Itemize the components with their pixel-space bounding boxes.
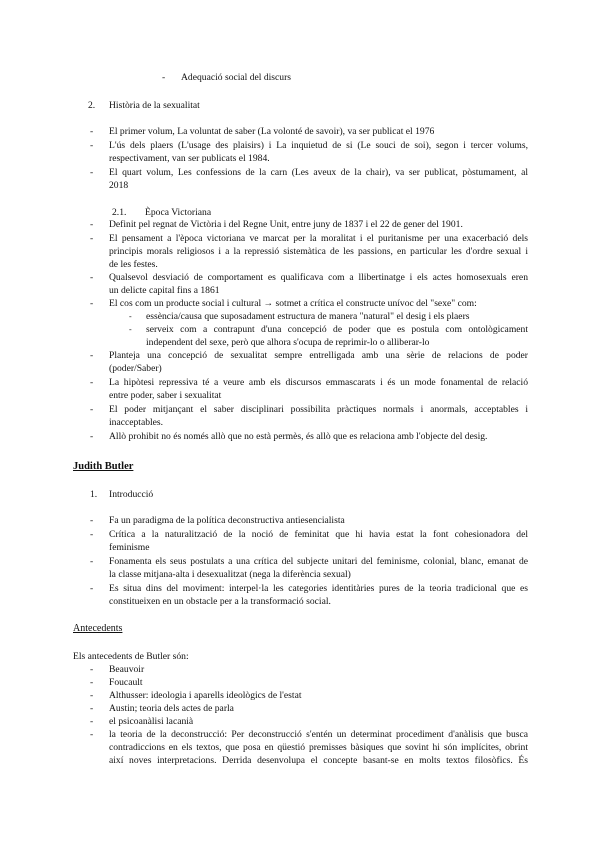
bullet-dash: - [90,298,94,309]
sub-bullet-dash: - [129,325,132,334]
bullet-dash: - [90,404,94,415]
bullet-dash: - [90,126,94,137]
antecedent-item: Foucault [109,677,143,688]
section-title: Història de la sexualitat [109,100,200,111]
victoriana-bullet-2-line-3: de les festes. [109,259,158,270]
bullet-dash: - [90,690,94,701]
section-number: 2. [88,100,96,111]
victoriana2-bullet-2-line-1: La hipòtesi repressiva té a veure amb els discursos emmascarats i és un mode fonamental de relació [109,377,528,388]
bullet-dash: - [90,167,94,178]
section-title: Introducció [109,489,154,500]
victoriana2-bullet-1-line-1: Planteja una concepció de sexualitat sempre entrelligada amb una sèrie de relacions de poder [109,350,528,361]
bullet-dash: - [90,515,94,526]
history-bullet-3-line-2: 2018 [109,180,129,191]
history-bullet-3-line-1: El quart volum, Les confessions de la carn (Les aveux de la chair), va ser publicat, pòstumament, al [109,167,528,178]
bullet-dash: - [90,664,94,675]
sexe-subbullet-2-line-2: independent del sexe, però que alhora s'ocupa de reprimir-lo o alliberar-lo [146,337,430,348]
antecedent-deconstruction-line-1: la teoria de la deconstrucció: Per deconstrucció s'entén un determinat procediment d'anàlisis que busca [109,729,528,740]
victoriana2-bullet-1-line-2: (poder/Saber) [109,363,162,374]
antecedent-deconstruction-line-3: així noves interpretacions. Derrida desenvolupa el concepte basant-se en molts textos filosòfics. És [109,755,528,766]
intro-bullet-4-line-2: constitueixen en un obstacle per a la transformació social. [109,596,331,607]
victoriana-bullet-3-line-2: un delicte capital fins a 1861 [109,285,220,296]
intro-bullet-3-line-2: la classe mitjana-alta i desexualitzat (nega la diferència sexual) [109,569,351,580]
victoriana-bullet-4-line-1: El cos com un producte social i cultural → sotmet a crítica el constructe unívoc del "sexe" com: [109,298,477,309]
antecedents-intro: Els antecedents de Butler són: [73,651,189,662]
bullet-dash: - [90,583,94,594]
antecedent-item: Althusser: ideologia i aparells ideològics de l'estat [109,690,302,701]
intro-bullet-3-line-1: Fonamenta els seus postulats a una crítica del subjecte unitari del feminisme, colonial, blanc, emanat de [109,556,528,567]
victoriana2-bullet-2-line-2: entre poder, saber i sexualitat [109,390,222,401]
intro-bullet-4-line-1: Es situa dins del moviment: interpel·la les categories identitàries pures de la teoria tradicional que es [109,583,528,594]
bullet-dash: - [162,72,166,83]
bullet-dash: - [90,377,94,388]
victoriana-bullet-2-line-2: principis morals religiosos i a la repressió sistemàtica de les passions, en particular les d'ordre sexual i [109,246,528,257]
antecedent-item: Beauvoir [109,664,145,675]
bullet-dash: - [90,350,94,361]
victoriana-bullet-1-line-1: Definit pel regnat de Victòria i del Regne Unit, entre juny de 1837 i el 22 de gener del 1901. [109,219,463,230]
intro-bullet-2-line-1: Crítica a la naturalització de la noció de feminitat que hi havia estat la font cohesionadora del [109,529,528,540]
victoriana2-bullet-4-line-1: Allò prohibit no és només allò que no està permès, és allò que es relaciona amb l'objecte del desig. [109,431,488,442]
victoriana2-bullet-3-line-1: El poder mitjançant el saber disciplinari possibilita pràctiques normals i anormals, acceptables i [109,404,528,415]
victoriana-bullet-2-line-1: El pensament a l'època victoriana ve marcat per la moralitat i el puritanisme per una exacerbació dels [109,233,528,244]
subsection-number: 2.1. [112,207,127,218]
bullet-dash: - [90,272,94,283]
sexe-subbullet-2-line-1: serveix com a contrapunt d'una concepció de poder que es postula com ontològicament [146,324,528,335]
bullet-dash: - [90,556,94,567]
bullet-dash: - [90,219,94,230]
victoriana2-bullet-3-line-2: inacceptables. [109,417,164,428]
butler-heading: Judith Butler [73,461,134,472]
bullet-dash: - [90,677,94,688]
top-item-text: Adequació social del discurs [181,72,292,83]
antecedents-heading: Antecedents [73,623,123,634]
intro-bullet-2-line-2: feminisme [109,542,150,553]
antecedent-deconstruction-line-2: contradiccions en els textos, que posa en qüestió premisses bàsiques que sovint hi són implícites, obrint [109,742,528,753]
section-number: 1. [90,489,98,500]
history-bullet-2-line-2: respectivament, van ser publicats el 1984. [109,153,270,164]
intro-bullet-1-line-1: Fa un paradigma de la política deconstructiva antiesencialista [109,515,345,526]
history-bullet-2-line-1: L'ús dels plaers (L'usage des plaisirs) i La inquietud de si (Le souci de soi), segon i tercer volums, [109,140,528,151]
bullet-dash: - [90,529,94,540]
antecedent-item: el psicoanàlisi lacanià [109,716,194,727]
bullet-dash: - [90,716,94,727]
bullet-dash: - [90,233,94,244]
history-bullet-1-line-1: El primer volum, La voluntat de saber (La volonté de savoir), va ser publicat el 1976 [109,126,435,137]
bullet-dash: - [90,729,94,740]
sexe-subbullet-1-line-1: essència/causa que suposadament estructura de manera "natural" el desig i els plaers [146,311,470,322]
bullet-dash: - [90,431,94,442]
antecedent-item: Austin; teoria dels actes de parla [109,703,234,714]
bullet-dash: - [90,703,94,714]
victoriana-bullet-3-line-1: Qualsevol desviació de comportament es qualificava com a llibertinatge i els actes homosexuals eren [109,272,528,283]
subsection-title: Època Victoriana [145,207,212,218]
sub-bullet-dash: - [129,312,132,321]
bullet-dash: - [90,140,94,151]
